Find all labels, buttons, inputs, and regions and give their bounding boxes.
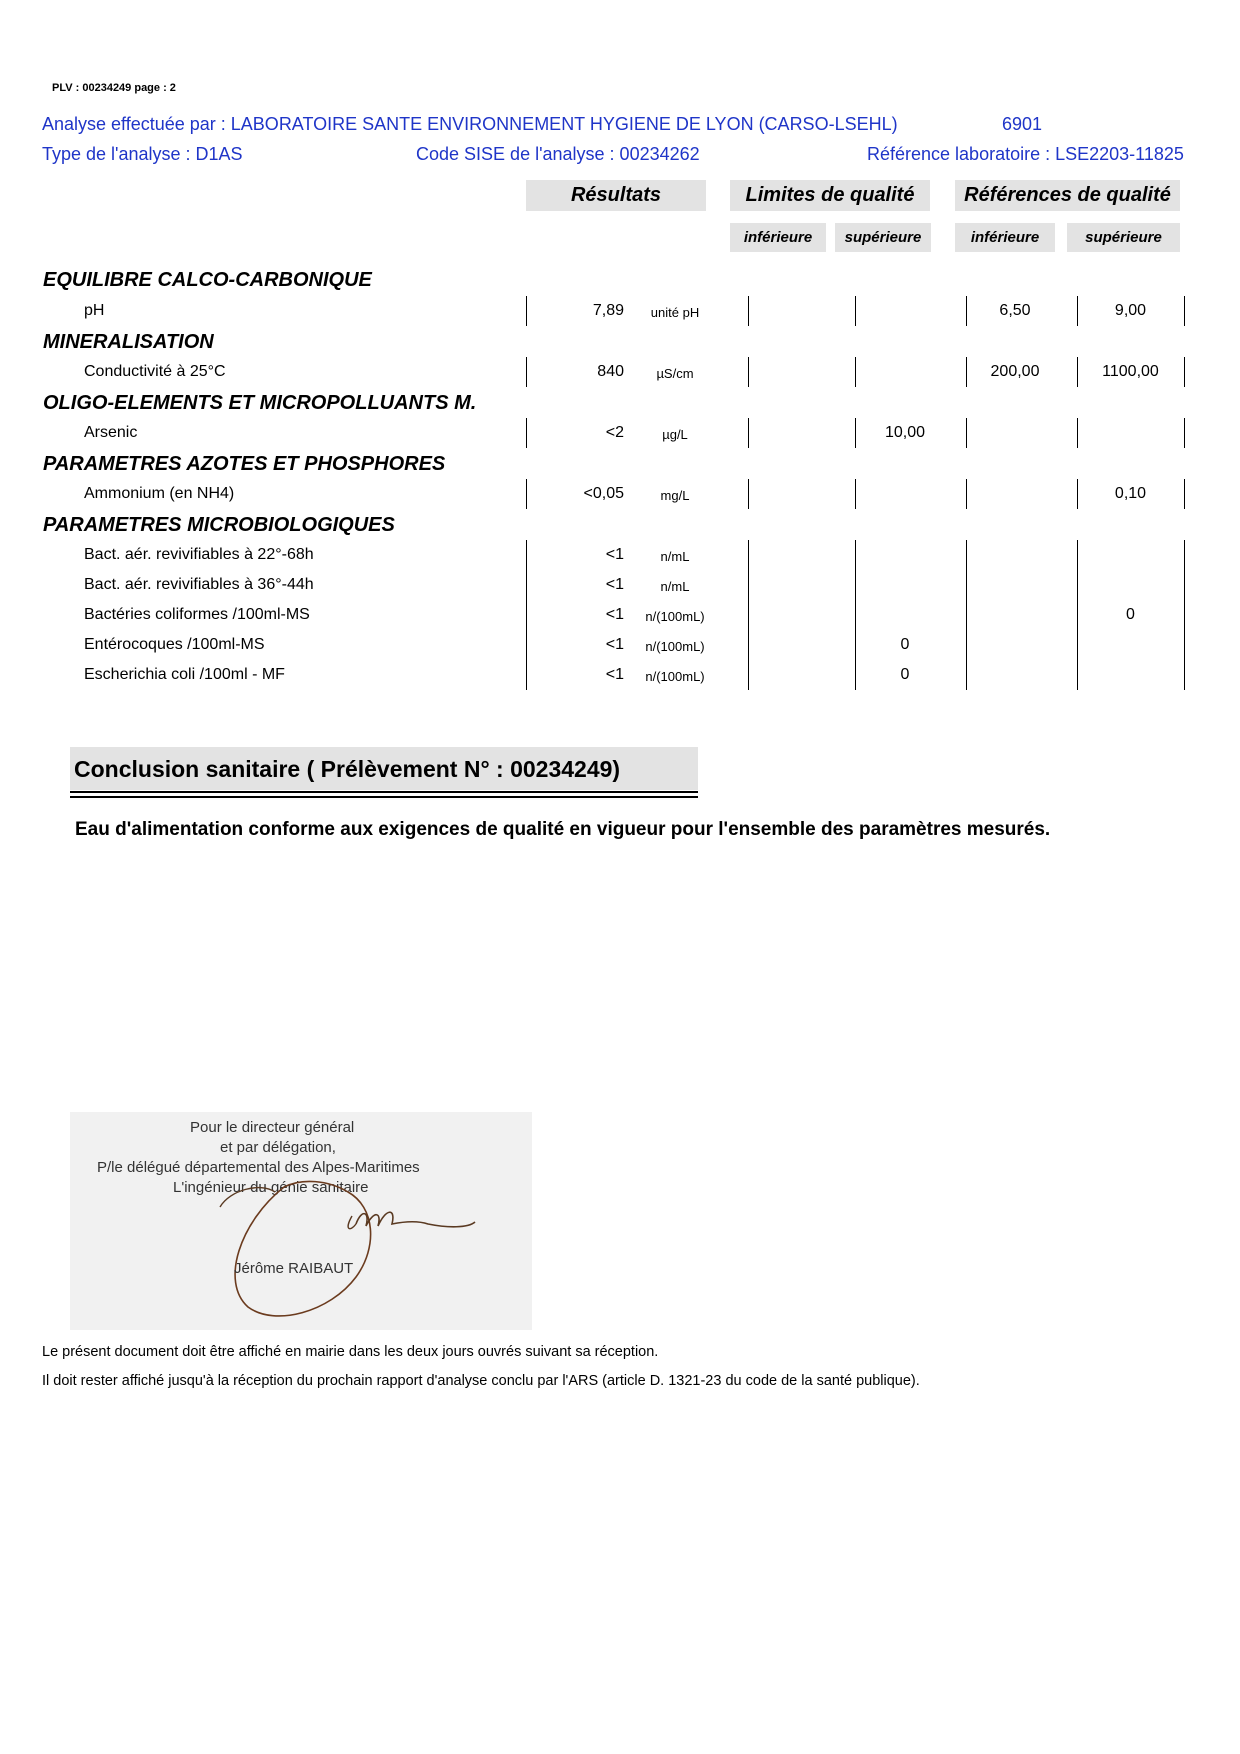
reference-lower-value: 200,00 [990,363,1040,380]
reference-lower-value: 6,50 [999,302,1031,319]
signature-line: P/le délégué départemental des Alpes-Maritimes [97,1159,420,1176]
section-title: EQUILIBRE CALCO-CARBONIQUE [43,269,372,291]
result-unit: n/(100mL) [645,669,705,684]
signatory-name: Jérôme RAIBAUT [234,1260,354,1277]
parameter-name: Escherichia coli /100ml - MF [84,666,285,683]
quality-limits-header: Limites de qualité [730,180,930,211]
result-value: <1 [605,606,624,623]
result-value: <0,05 [583,485,624,502]
result-value: <2 [605,424,624,441]
result-unit: mg/L [660,488,690,503]
limit-upper-value: 0 [900,666,910,683]
signature-line: et par délégation, [220,1139,336,1156]
sise-code: Code SISE de l'analyse : 00234262 [416,144,700,164]
result-value: <1 [605,636,624,653]
result-unit: n/(100mL) [645,639,705,654]
result-unit: µg/L [662,427,688,442]
reference-upper-value: 9,00 [1114,302,1147,319]
reference-upper-value: 1100,00 [1102,363,1159,380]
references-lower-header: inférieure [955,223,1055,252]
reference-upper-value: 0,10 [1114,485,1147,502]
section-title: PARAMETRES MICROBIOLOGIQUES [43,514,395,536]
conclusion-rule [70,791,698,793]
parameter-name: Conductivité à 25°C [84,363,226,380]
conclusion-title: Conclusion sanitaire ( Prélèvement N° : 00234249) [74,756,621,782]
quality-references-header: Références de qualité [955,180,1180,211]
parameter-name: pH [84,302,105,319]
limit-upper-value: 0 [900,636,910,653]
limit-upper-value: 10,00 [884,424,926,441]
analysing-laboratory: Analyse effectuée par : LABORATOIRE SANTE ENVIRONNEMENT HYGIENE DE LYON (CARSO-LSEHL) [42,114,898,134]
parameter-name: Bactéries coliformes /100ml-MS [84,606,310,623]
section-title: OLIGO-ELEMENTS ET MICROPOLLUANTS M. [43,392,477,414]
conclusion-title-box [70,747,698,790]
signature-line: Pour le directeur général [190,1119,355,1136]
parameter-name: Entérocoques /100ml-MS [84,636,265,653]
parameter-name: Ammonium (en NH4) [84,485,235,502]
result-value: 7,89 [592,302,624,319]
plv-page-reference: PLV : 00234249 page : 2 [52,82,176,94]
section-title: MINERALISATION [43,331,214,353]
result-value: <1 [605,666,624,683]
result-unit: µS/cm [656,366,694,381]
conclusion-text: Eau d'alimentation conforme aux exigences de qualité en vigueur pour l'ensemble des paramètres mesurés. [75,819,1051,840]
result-value: <1 [605,576,624,593]
references-upper-header: supérieure [1067,223,1180,252]
reference-upper-value: 0 [1126,606,1135,623]
limits-lower-header: inférieure [730,223,826,252]
section-title: PARAMETRES AZOTES ET PHOSPHORES [43,453,446,475]
laboratory-reference: Référence laboratoire : LSE2203-11825 [867,144,1184,164]
parameter-name: Arsenic [84,424,138,441]
parameter-name: Bact. aér. revivifiables à 22°-68h [84,546,314,563]
footer-notice: Le présent document doit être affiché en mairie dans les deux jours ouvrés suivant sa réception. [42,1344,659,1360]
result-unit: n/(100mL) [645,609,705,624]
result-value: 840 [597,363,624,380]
signature-stamp [70,1112,532,1330]
parameter-name: Bact. aér. revivifiables à 36°-44h [84,576,314,593]
analysis-type: Type de l'analyse : D1AS [42,144,243,164]
footer-notice: Il doit rester affiché jusqu'à la réception du prochain rapport d'analyse conclu par l'ARS (article D. 1321-23 du code de la santé publique). [42,1373,920,1389]
handwritten-signature [70,1112,532,1330]
conclusion-rule [70,796,698,798]
results-column-header: Résultats [526,180,706,211]
laboratory-code: 6901 [1002,114,1043,134]
limits-upper-header: supérieure [835,223,931,252]
result-unit: n/mL [660,579,690,594]
signature-line: L'ingénieur du génie sanitaire [173,1179,369,1196]
result-unit: n/mL [660,549,690,564]
result-unit: unité pH [650,305,700,320]
result-value: <1 [605,546,624,563]
